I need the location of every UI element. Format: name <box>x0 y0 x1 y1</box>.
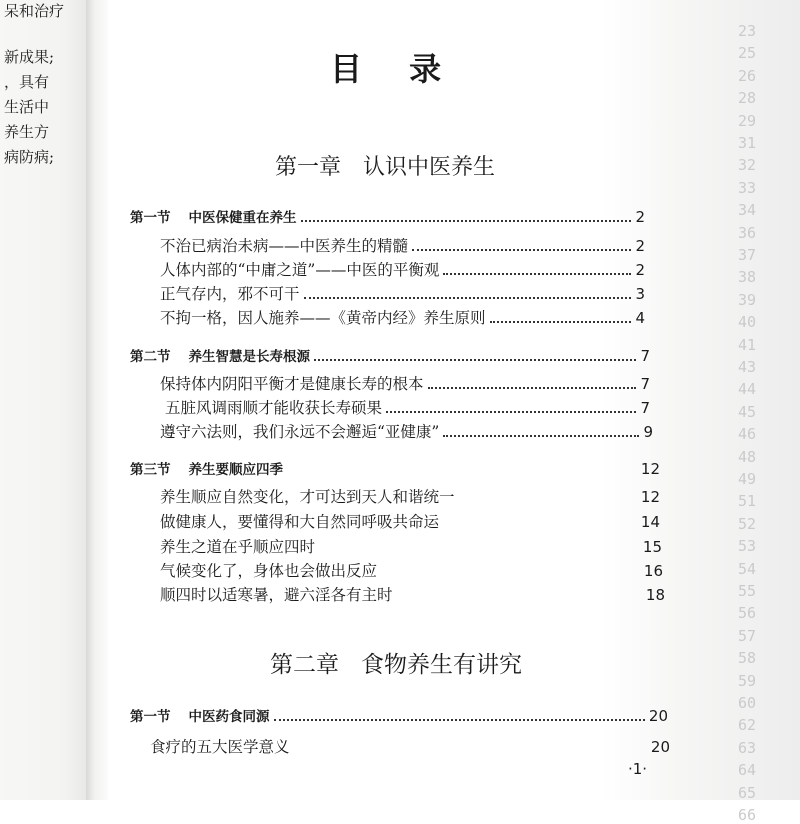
dot-leader <box>412 249 631 251</box>
toc-item[interactable] <box>165 396 650 418</box>
page-number: 12 <box>640 488 660 506</box>
show-through-number: 37 <box>737 246 756 264</box>
show-through-number: 60 <box>737 694 756 712</box>
page-number: 2 <box>635 261 645 279</box>
toc-item[interactable] <box>160 372 650 394</box>
chapter-heading <box>275 150 495 181</box>
item-title: 五脏风调雨顺才能收获长寿硕果 <box>165 399 383 417</box>
toc-item[interactable] <box>160 282 645 304</box>
show-through-number: 43 <box>737 358 756 376</box>
show-through-number: 31 <box>737 134 756 152</box>
page-number: 9 <box>643 423 653 441</box>
show-through-number: 51 <box>737 492 756 511</box>
section-title: 中医保健重在养生 <box>188 210 297 226</box>
show-through-number: 25 <box>737 44 756 63</box>
show-through-number: 23 <box>737 22 756 40</box>
show-through-number: 62 <box>737 716 756 735</box>
show-through-number: 45 <box>737 402 756 421</box>
show-through-number: 58 <box>737 649 756 668</box>
item-title: 遵守六法则，我们永远不会邂逅“亚健康” <box>160 423 440 441</box>
page-number: 7 <box>640 399 650 417</box>
page-number: 4 <box>635 309 645 327</box>
section-label: 第一节 <box>130 210 171 226</box>
chapter-number: 第一章 <box>275 155 342 180</box>
show-through-number: 55 <box>737 582 756 600</box>
page-number: 2 <box>635 208 645 226</box>
left-page-line: 病防病; <box>4 148 55 166</box>
page-number: 12 <box>640 460 660 478</box>
show-through-number: 52 <box>737 514 756 533</box>
show-through-number: 65 <box>737 783 756 802</box>
section-label: 第二节 <box>130 349 171 365</box>
show-through-number: 39 <box>737 290 756 309</box>
page-number: 3 <box>635 285 645 303</box>
section-label: 第三节 <box>130 462 171 478</box>
dot-leader <box>301 220 632 222</box>
show-through-number: 40 <box>737 313 756 332</box>
left-page-line: ，具有 <box>4 73 50 91</box>
toc-section[interactable] <box>130 345 650 365</box>
dot-leader <box>428 387 637 389</box>
page-number: 20 <box>650 738 670 756</box>
show-through-number: 34 <box>737 201 756 220</box>
item-title: 食疗的五大医学意义 <box>150 738 290 756</box>
item-title: 不治已病治未病——中医养生的精髓 <box>160 237 409 255</box>
section-title: 养生要顺应四季 <box>188 462 283 478</box>
chapter-heading <box>270 646 522 679</box>
page-number: 2 <box>635 237 645 255</box>
show-through-number: 46 <box>737 425 756 444</box>
show-through-number: 33 <box>737 178 756 197</box>
show-through-number: 41 <box>737 335 756 354</box>
toc-item[interactable] <box>160 510 660 532</box>
show-through-number: 59 <box>737 671 756 690</box>
toc-item[interactable] <box>160 234 645 256</box>
show-through-number: 66 <box>737 806 756 824</box>
toc-item[interactable] <box>160 559 663 581</box>
item-title: 人体内部的“中庸之道”——中医的平衡观 <box>160 261 440 279</box>
page-number: 18 <box>645 586 665 604</box>
toc-item[interactable] <box>160 485 660 507</box>
page-number: 15 <box>642 538 662 556</box>
left-page-line: 养生方 <box>4 123 50 141</box>
chapter-title: 认识中医养生 <box>363 155 496 180</box>
show-through-number: 56 <box>737 604 756 623</box>
toc-section[interactable] <box>130 705 668 725</box>
book-gutter <box>86 0 108 800</box>
item-title: 气候变化了，身体也会做出反应 <box>160 562 378 580</box>
dot-leader <box>443 273 631 275</box>
left-page-line: 呆和治疗 <box>4 2 65 20</box>
dot-leader <box>304 297 632 299</box>
show-through-number: 57 <box>737 626 756 645</box>
page-folio: ·1· <box>628 760 648 778</box>
item-title: 养生顺应自然变化，才可达到天人和谐统一 <box>160 488 455 506</box>
toc-title: 目 录 <box>330 50 460 88</box>
item-title: 正气存内，邪不可干 <box>160 285 300 303</box>
show-through-number: 53 <box>737 537 756 556</box>
toc-section[interactable] <box>130 206 645 226</box>
show-through-number: 49 <box>737 470 756 488</box>
dot-leader <box>490 321 632 323</box>
toc-item[interactable] <box>160 258 645 280</box>
left-facing-page <box>0 0 92 800</box>
item-title: 做健康人，要懂得和大自然同呼吸共命运 <box>160 513 440 531</box>
show-through-number: 29 <box>737 111 756 130</box>
page-number: 14 <box>640 513 660 531</box>
toc-item[interactable] <box>160 583 665 605</box>
page-number: 7 <box>640 375 650 393</box>
show-through-number: 48 <box>737 447 756 466</box>
page-number: 7 <box>640 347 650 365</box>
item-title: 不拘一格，因人施养——《黄帝内经》养生原则 <box>160 309 486 327</box>
section-label: 第一节 <box>130 709 171 725</box>
toc-item[interactable] <box>160 535 662 557</box>
dot-leader <box>386 411 636 413</box>
item-title: 顺四时以适寒暑，避六淫各有主时 <box>160 586 393 604</box>
show-through-number: 63 <box>737 738 756 757</box>
toc-item[interactable] <box>150 735 670 757</box>
chapter-title: 食物养生有讲究 <box>361 652 522 678</box>
show-through-number: 64 <box>737 761 756 780</box>
show-through-number: 28 <box>737 89 756 108</box>
show-through-number: 26 <box>737 66 756 85</box>
chapter-number: 第二章 <box>270 652 339 678</box>
section-title: 养生智慧是长寿根源 <box>188 349 310 365</box>
show-through-number: 38 <box>737 268 756 287</box>
item-title: 养生之道在乎顺应四时 <box>160 538 316 556</box>
dot-leader <box>443 435 639 437</box>
section-title: 中医药食同源 <box>188 709 270 725</box>
left-page-line: 新成果; <box>4 48 55 66</box>
toc-section[interactable] <box>130 458 660 478</box>
show-through-number: 32 <box>737 156 756 175</box>
left-page-line: 生活中 <box>4 98 50 116</box>
show-through-number: 54 <box>737 559 756 578</box>
item-title: 保持体内阴阳平衡才是健康长寿的根本 <box>160 375 424 393</box>
page-number: 20 <box>648 707 668 725</box>
dot-leader <box>274 719 645 721</box>
show-through-number: 44 <box>737 380 756 399</box>
toc-item[interactable] <box>160 420 653 442</box>
toc-item[interactable] <box>160 306 645 328</box>
dot-leader <box>314 359 636 361</box>
show-through-number: 36 <box>737 223 756 242</box>
page-number: 16 <box>643 562 663 580</box>
